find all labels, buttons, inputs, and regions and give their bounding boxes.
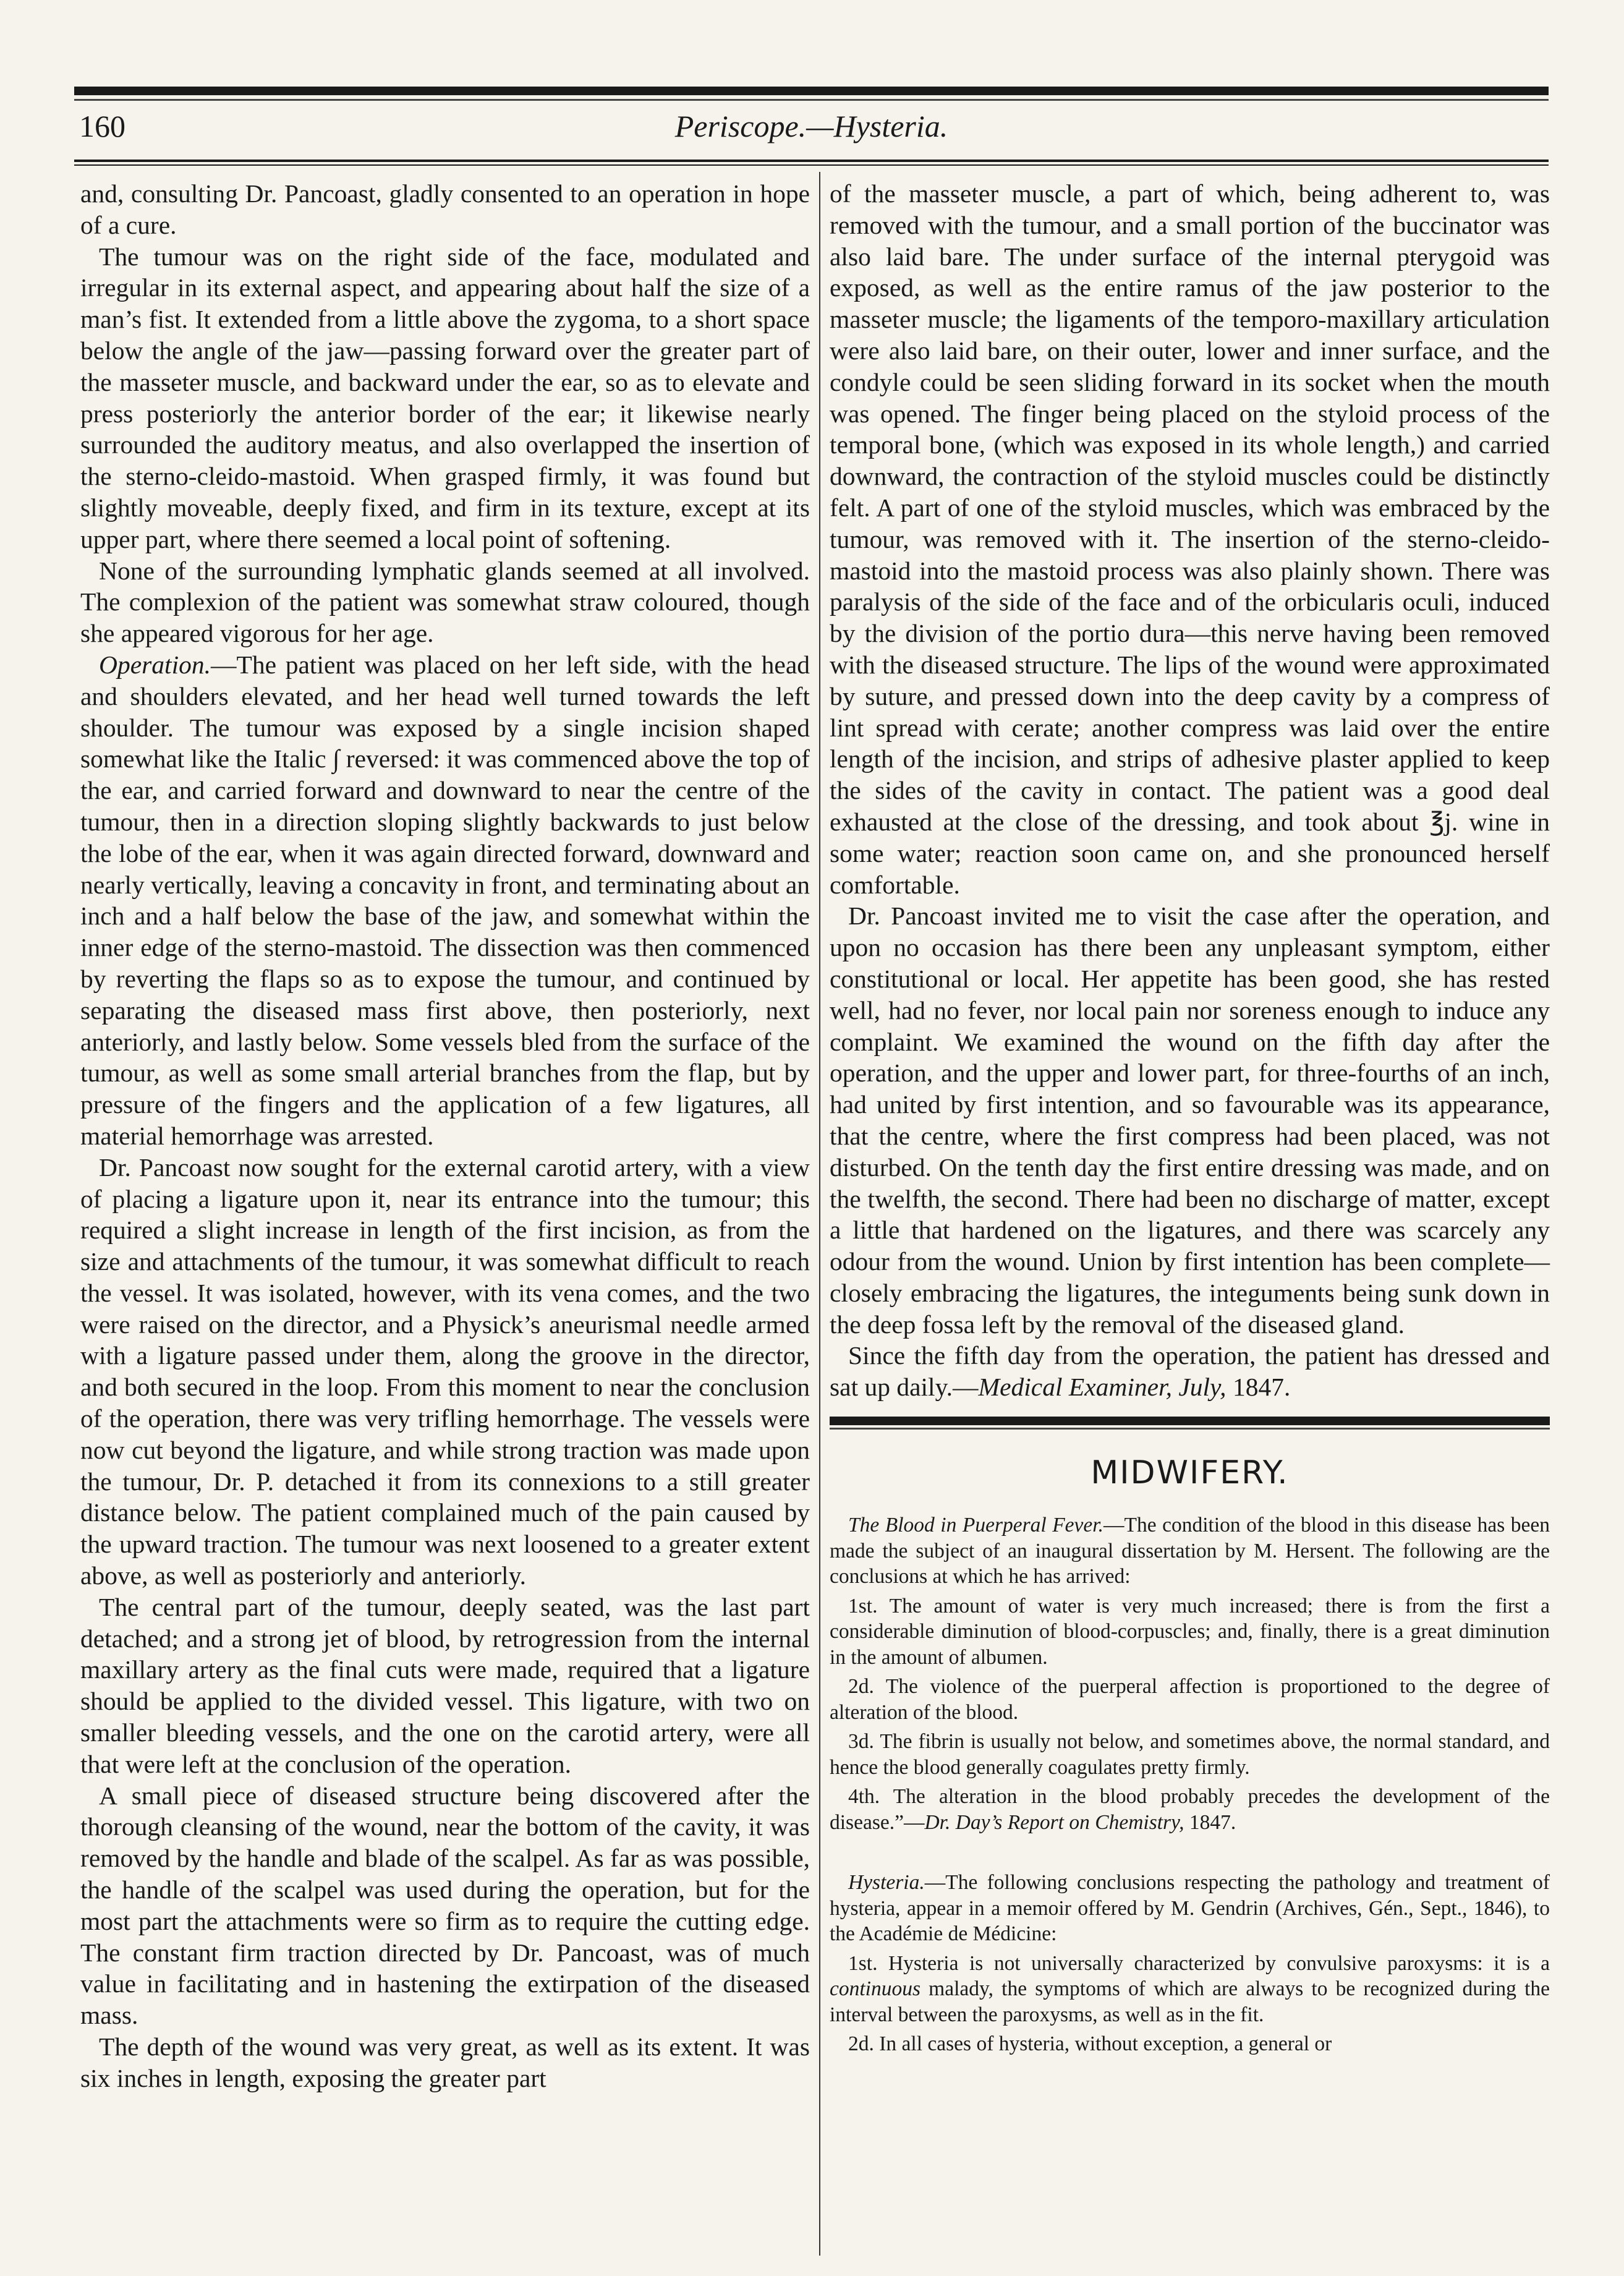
text-run: and, consulting Dr. Pancoast, gladly consented to an operation in hope of a cure. — [80, 179, 810, 239]
section-rule — [830, 1417, 1550, 1425]
column-divider — [819, 172, 820, 2256]
paragraph — [80, 178, 810, 241]
text-run: 4th. The alteration in the blood probably precedes the development of the disease.”— — [830, 1785, 1550, 1834]
page-number: 160 — [79, 109, 125, 143]
italic-text: The Blood in Puerperal Fever. — [848, 1514, 1103, 1537]
italic-text: continuous — [830, 1977, 921, 2001]
paragraph — [830, 1951, 1550, 2028]
paragraph — [830, 1512, 1550, 1590]
section-rule-thin — [830, 1428, 1550, 1430]
paragraph — [830, 1674, 1550, 1725]
page-header — [74, 108, 1549, 158]
text-run: The tumour was on the right side of the face, modulated and irregular in its external aspect, and appearing about half the size of a man’s fist. It extended from a little above the zygoma, to a short space below the angle of the jaw—passing forward over the greater part of the masseter muscle, and backward under the ear, so as to elevate and press posteriorly the anterior border of the ear; it likewise nearly surrounded the auditory meatus, and also overlapped the insertion of the sterno-cleido-mastoid. When grasped firmly, it was found but slightly moveable, deeply fixed, and firm in its texture, except at its upper part, where there seemed a local point of softening. — [80, 242, 810, 553]
paragraph — [830, 1729, 1550, 1780]
text-run: 1847. — [1226, 1373, 1291, 1402]
paragraph — [80, 555, 810, 649]
text-run: A small piece of diseased structure being discovered after the thorough cleansing of the wound, near the bottom of the cavity, it was removed by the handle and blade of the scalpel. As far as was possible, the handle of the scalpel was used during the operation, but for the most part the attachments were so firm as to require the cutting edge. The constant firm traction directed by Dr. Pancoast, was of much value in facilitating and in hastening the extirpation of the diseased mass. — [80, 1781, 810, 2030]
top-decorative-rule — [74, 87, 1549, 95]
paragraph — [830, 1593, 1550, 1671]
text-run: of the masseter muscle, a part of which, being adherent to, was removed with the tumour, and a small portion of the buccinator was also laid bare. The under surface of the internal pterygoid was exposed, as well as the entire ramus of the jaw posterior to the masseter muscle; the ligaments of the temporo-maxillary articulation were also laid bare, on their outer, lower and inner surface, and the condyle could be seen sliding forward in its socket when the mouth was opened. The finger being placed on the styloid process of the temporal bone, (which was exposed in its whole length,) and carried downward, the contraction of the styloid muscles could be distinctly felt. A part of one of the styloid muscles, which was embraced by the tumour, was removed with it. The insertion of the sterno-cleido-mastoid into the mastoid process was also plainly shown. There was paralysis of the side of the face and of the orbicularis oculi, induced by the division of the portio dura—this nerve having been removed with the diseased structure. The lips of the wound were approximated by suture, and pressed down into the deep cavity by a compress of lint spread with cerate; another compress was laid over the entire length of the incision, and strips of adhesive plaster applied to keep the sides of the cavity in contact. The patient was a good deal exhausted at the close of the dressing, and took about ℥j. wine in some water; reaction soon came on, and she pronounced herself comfortable. — [830, 179, 1550, 899]
paragraph — [830, 1340, 1550, 1403]
italic-text: Hysteria. — [848, 1871, 925, 1895]
text-run: None of the surrounding lymphatic glands seemed at all involved. The complexion of the patient was somewhat straw coloured, though she appeared vigorous for her age. — [80, 556, 810, 648]
italic-text: Medical Examiner, July, — [978, 1373, 1227, 1402]
text-run: 3d. The fibrin is usually not below, and sometimes above, the normal standard, and hence the blood generally coagulates pretty firmly. — [830, 1730, 1550, 1779]
left-column — [80, 178, 810, 2094]
text-run: 1st. Hysteria is not universally characterized by convulsive paroxysms: it is a — [848, 1951, 1550, 1975]
paragraph — [80, 1780, 810, 2031]
paragraph — [80, 241, 810, 555]
paragraph — [80, 2031, 810, 2094]
paragraph — [830, 178, 1550, 900]
text-run: The depth of the wound was very great, as well as its extent. It was six inches in length, exposing the greater part — [80, 2032, 810, 2092]
text-run: The central part of the tumour, deeply seated, was the last part detached; and a strong jet of blood, by retrogression from the internal maxillary artery as the final cuts were made, required that a ligature should be applied to the divided vessel. This ligature, with two on smaller bleeding vessels, and the one on the carotid artery, were all that were left at the conclusion of the operation. — [80, 1592, 810, 1778]
text-run: —The condition of the blood in this disease has been made the subject of an inaugural dissertation by M. Hersent. The following are the conclusions at which he has arrived: — [830, 1514, 1550, 1588]
paragraph — [80, 649, 810, 1152]
right-column — [830, 178, 1550, 2057]
text-run: 2d. The violence of the puerperal affection is proportioned to the degree of alteration of the blood. — [830, 1675, 1550, 1724]
text-run: malady, the symptoms of which are always to be recognized during the interval between the paroxysms, as well as in the fit. — [830, 1977, 1550, 2026]
midwifery-section — [830, 1512, 1550, 2057]
paragraph — [830, 900, 1550, 1340]
text-run: Dr. Pancoast now sought for the external carotid artery, with a view of placing a ligature upon it, near its entrance into the tumour; this required a slight increase in length of the first incision, as from the size and attachments of the tumour, it was somewhat difficult to reach the vessel. It was isolated, however, with its vena comes, and the two were raised on the director, and a Physick’s aneurismal needle armed with a ligature passed under them, along the groove in the director, and both secured in the loop. From this moment to near the conclusion of the operation, there was very trifling hemorrhage. The vessels were now cut beyond the ligature, and while strong traction was made upon the tumour, Dr. P. detached it from its connexions to a still greater distance below. The patient complained much of the pain caused by the upward traction. The tumour was next loosened to a greater extent above, as well as posteriorly and anteriorly. — [80, 1153, 810, 1590]
paragraph — [80, 1152, 810, 1592]
section-title: MIDWIFERY. — [1090, 1454, 1289, 1492]
text-run: —The following conclusions respecting the pathology and treatment of hysteria, appear in a memoir offered by M. Gendrin (Archives, Gén., Sept., 1846), to the Académie de Médicine: — [830, 1871, 1550, 1946]
paragraph — [830, 1784, 1550, 1835]
paragraph — [80, 1592, 810, 1780]
text-run: Dr. Pancoast invited me to visit the case after the operation, and upon no occasion has there been any unpleasant symptom, either constitutional or local. Her appetite has been good, she has rested well, had no fever, nor local pain nor soreness enough to induce any complaint. We examined the wound on the fifth day after the operation, and the upper and lower part, for three-fourths of an inch, had united by first intention, and so favourable was its appearance, that the centre, where the first compress had been placed, was not disturbed. On the tenth day the first entire dressing was made, and on the twelfth, the second. There had been no discharge of matter, except a little that hardened on the ligatures, and there was scarcely any odour from the wound. Union by first intention has been complete—closely embracing the ligatures, the integuments being sunk down in the deep fossa left by the removal of the diseased gland. — [830, 901, 1550, 1339]
text-run: 1847. — [1184, 1810, 1236, 1834]
text-run: Since the fifth day from the operation, the patient has dressed and sat up daily.— — [830, 1341, 1550, 1402]
paragraph — [830, 1870, 1550, 1947]
italic-text: Operation. — [99, 650, 211, 679]
text-run: 1st. The amount of water is very much increased; there is from the first a considerable diminution of blood-corpuscles; and, finally, there is a great diminution in the amount of albumen. — [830, 1594, 1550, 1669]
top-thin-rule — [74, 99, 1549, 101]
header-rule — [74, 160, 1549, 162]
text-run: 2d. In all cases of hysteria, without exception, a general or — [848, 2032, 1332, 2056]
paragraph — [830, 2031, 1550, 2057]
right-column-article — [830, 178, 1550, 1403]
italic-text: Dr. Day’s Report on Chemistry, — [924, 1810, 1184, 1834]
running-head: Periscope.—Hysteria. — [674, 109, 948, 143]
text-run: —The patient was placed on her left side, with the head and shoulders elevated, and her head well turned towards the left shoulder. The tumour was exposed by a single incision shaped somewhat like the Italic ∫ reversed: it was commenced above the top of the ear, and carried forward and downward to near the centre of the tumour, then in a direction sloping slightly backwards to just below the lobe of the ear, when it was again directed forward, downward and nearly vertically, leaving a concavity in front, and terminating about an inch and a half below the base of the jaw, and somewhat within the inner edge of the sterno-mastoid. The dissection was then commenced by reverting the flaps so as to expose the tumour, and continued by separating the diseased mass first above, then posteriorly, next anteriorly, and lastly below. Some vessels bled from the surface of the tumour, as well as some small arterial branches from the flap, but by pressure of the fingers and the application of a few ligatures, all material hemorrhage was arrested. — [80, 650, 810, 1150]
header-rule-thin — [74, 164, 1549, 166]
